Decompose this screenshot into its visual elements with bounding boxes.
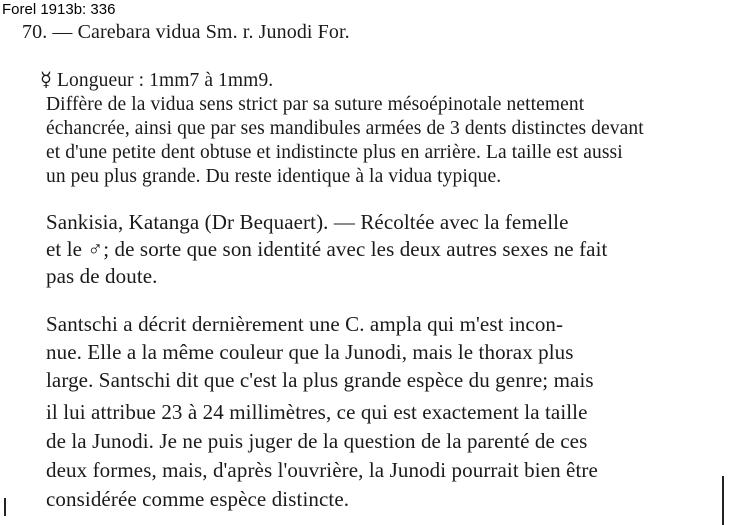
paragraph2-line: Sankisia, Katanga (Dr Bequaert). — Récoltée avec la femelle [46, 210, 569, 234]
worker-length: ☿ Longueur : 1mm7 à 1mm9. [40, 70, 274, 91]
paragraph2-line: pas de doute. [46, 264, 158, 288]
paragraph2-line: et le ♂; de sorte que son identité avec les deux autres sexes ne fait [46, 237, 608, 261]
paragraph3-line: considérée comme espèce distincte. [46, 487, 350, 511]
paragraph3-line: Santschi a décrit dernièrement une C. ampla qui m'est incon- [46, 312, 564, 336]
paragraph3-line: deux formes, mais, d'après l'ouvrière, la Junodi pourrait bien être [46, 458, 598, 482]
species-title: 70. — Carebara vidua Sm. r. Junodi For. [22, 21, 350, 43]
paragraph1-line: et d'une petite dent obtuse et indistincte plus en arrière. La taille est aussi [46, 142, 623, 163]
paragraph1-line: Diffère de la vidua sens strict par sa suture mésoépinotale nettement [46, 94, 585, 115]
paragraph3-line: de la Junodi. Je ne puis juger de la question de la parenté de ces [46, 429, 588, 453]
paragraph3-line: large. Santschi dit que c'est la plus grande espèce du genre; mais [46, 368, 594, 392]
scan-edge-mark-left [4, 498, 6, 516]
paragraph3-line: il lui attribue 23 à 24 millimètres, ce qui est exactement la taille [46, 400, 588, 424]
paragraph1-line: échancrée, ainsi que par ses mandibules armées de 3 dents distinctes devant [46, 118, 644, 139]
scan-edge-mark-right [722, 476, 724, 525]
paragraph3-line: nue. Elle a la même couleur que la Junodi, mais le thorax plus [46, 340, 574, 364]
reference-label: Forel 1913b: 336 [2, 1, 116, 18]
paragraph1-line: un peu plus grande. Du reste identique à la vidua typique. [46, 166, 502, 187]
